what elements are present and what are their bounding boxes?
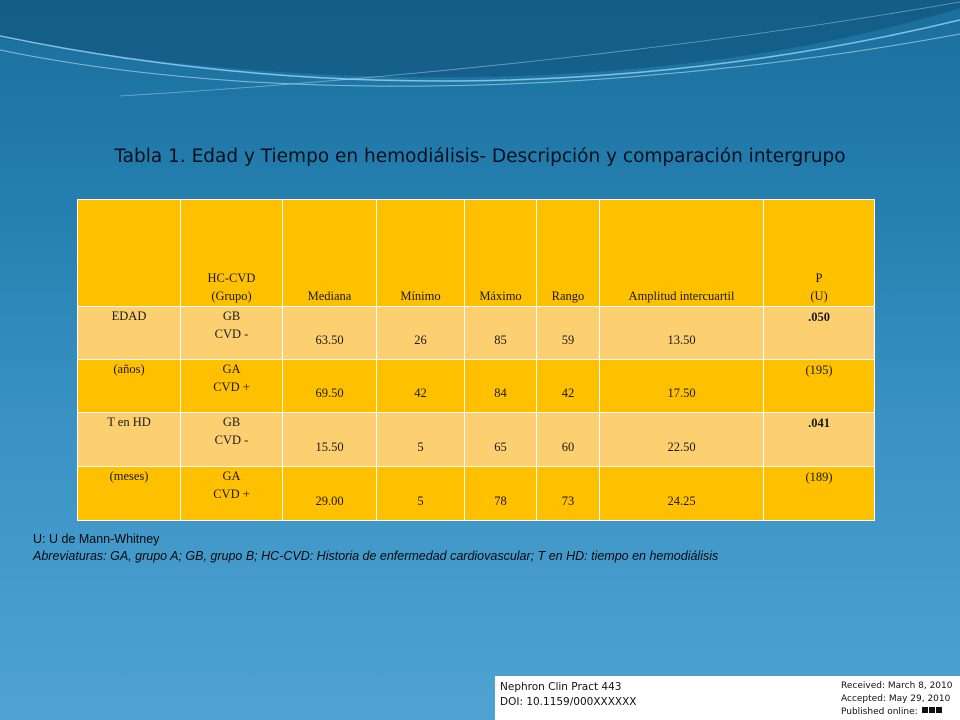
header-rango: Rango [537,200,600,307]
received-date: Received: March 8, 2010 [841,681,953,691]
row-mediana: 69.50 [283,360,377,413]
results-table [77,199,875,521]
header-minimo: Mínimo [377,200,465,307]
row-p-statistic: (195) [764,360,875,413]
header-group-line2: (Grupo) [211,289,252,303]
row-group-line1: GA [222,362,241,376]
published-label: Published online: [841,706,918,717]
slide-title: Tabla 1. Edad y Tiempo en hemodiálisis- Descripción y comparación intergrupo [114,146,846,167]
row-minimo: 26 [377,307,465,360]
citation-box [495,676,960,720]
row-mediana: 29.00 [283,467,377,521]
row-p-value: .041 [764,413,875,467]
row-p-value: .050 [764,307,875,360]
header-p-line2: (U) [810,289,828,303]
row-maximo: 65 [465,413,537,467]
footnotes [33,531,718,565]
row-minimo: 5 [377,467,465,521]
row-amplitud: 13.50 [600,307,764,360]
published-online [841,705,953,718]
table-row [78,413,875,467]
row-group-line2: CVD + [213,380,250,394]
row-rango: 73 [537,467,600,521]
row-variable: (meses) [78,467,181,521]
header-group [181,200,283,307]
row-variable: EDAD [78,307,181,360]
row-minimo: 42 [377,360,465,413]
redacted-blocks-icon [921,705,942,718]
row-p-statistic: (189) [764,467,875,521]
citation-dates [841,680,953,718]
row-maximo: 85 [465,307,537,360]
row-amplitud: 22.50 [600,413,764,467]
decorative-swoosh [0,0,960,110]
row-maximo: 78 [465,467,537,521]
row-group-line1: GB [222,415,241,429]
header-group-line1: HC-CVD [207,271,256,285]
row-group [181,307,283,360]
journal-name: Nephron Clin Pract 443 [500,681,622,693]
row-group-line2: CVD - [214,327,249,341]
table-row [78,307,875,360]
row-group [181,413,283,467]
citation-left [500,680,636,710]
row-mediana: 63.50 [283,307,377,360]
row-group-line1: GB [222,309,241,323]
row-rango: 42 [537,360,600,413]
row-group-line1: GA [222,469,241,483]
header-amplitud: Amplitud intercuartil [600,200,764,307]
row-minimo: 5 [377,413,465,467]
row-variable: (años) [78,360,181,413]
header-p-line1: P [815,271,823,285]
row-maximo: 84 [465,360,537,413]
footnote-abbreviations: Abreviaturas: GA, grupo A; GB, grupo B; HC-CVD: Historia de enfermedad cardiovascular; T en HD: tiempo en hemodiálisis [33,549,719,563]
row-rango: 60 [537,413,600,467]
table-row [78,360,875,413]
row-rango: 59 [537,307,600,360]
table-header-row [78,200,875,307]
footnote-test: U: U de Mann-Whitney [33,532,160,546]
row-group [181,360,283,413]
table-row [78,467,875,521]
doi: DOI: 10.1159/000XXXXXX [500,696,637,708]
accepted-date: Accepted: May 29, 2010 [841,693,951,704]
row-group-line2: CVD - [214,433,249,447]
row-amplitud: 17.50 [600,360,764,413]
row-variable: T en HD [78,413,181,467]
header-variable [78,200,181,307]
row-group [181,467,283,521]
row-group-line2: CVD + [213,487,250,501]
header-mediana: Mediana [283,200,377,307]
header-maximo: Máximo [465,200,537,307]
row-mediana: 15.50 [283,413,377,467]
row-amplitud: 24.25 [600,467,764,521]
header-p [764,200,875,307]
